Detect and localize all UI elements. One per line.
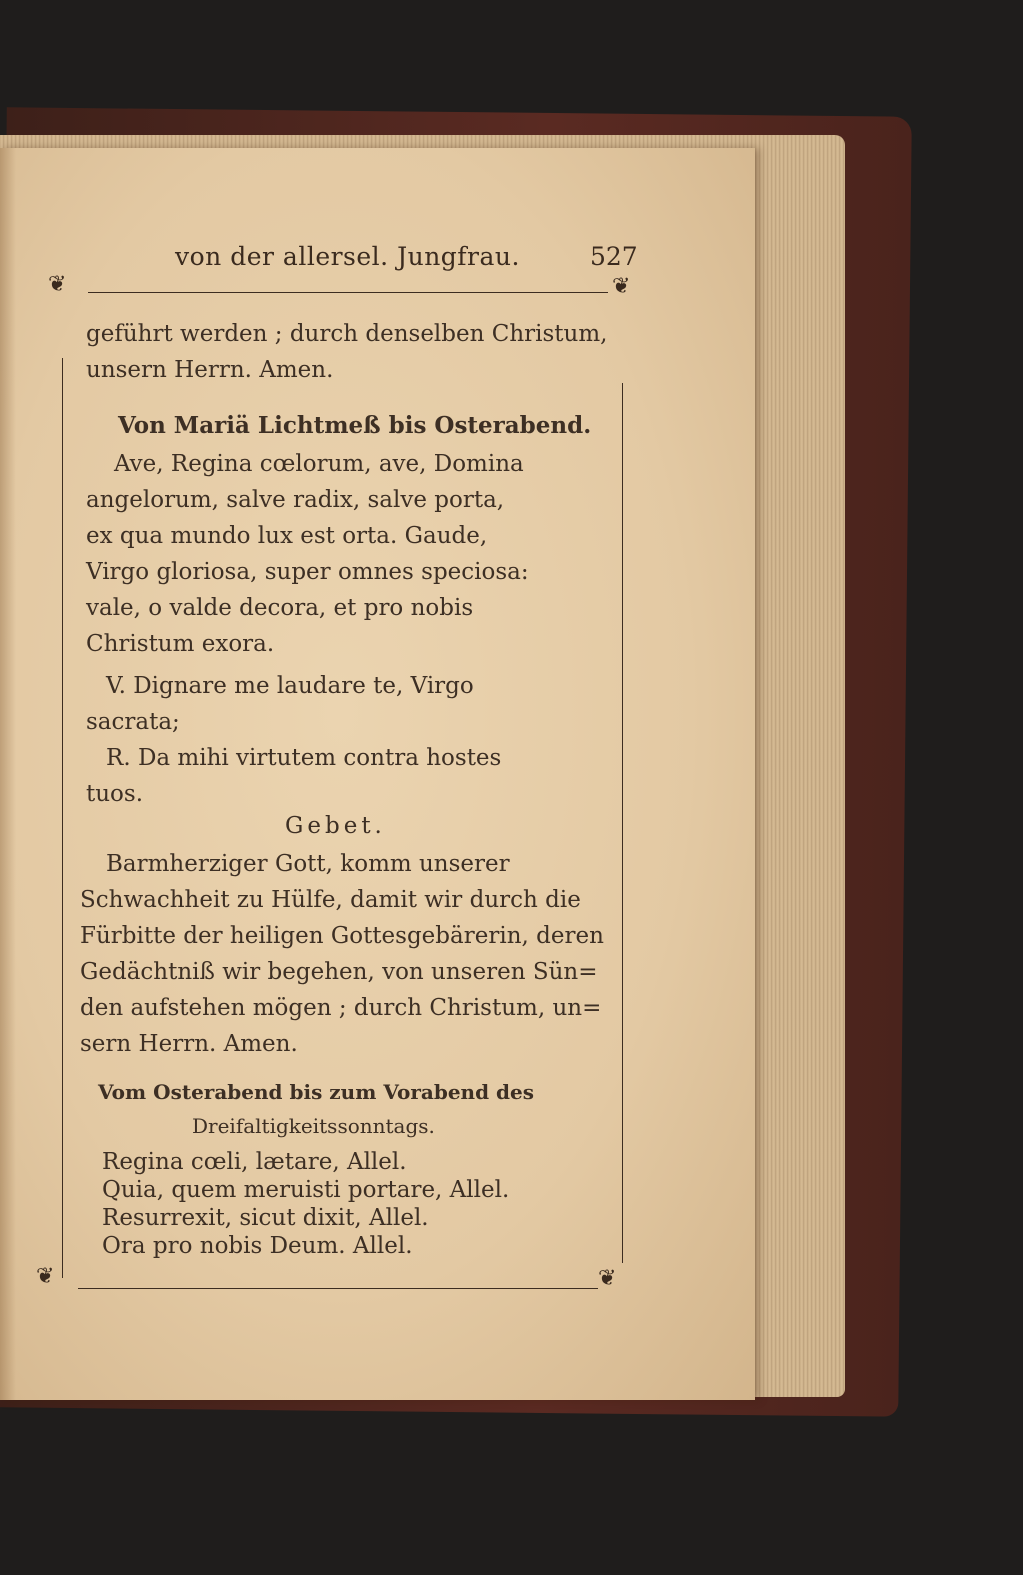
antiphon-line: Ora pro nobis Deum. Allel. [102,1233,413,1259]
section-heading: Dreifaltigkeitssonntags. [192,1114,435,1138]
prayer-line: Schwachheit zu Hülfe, damit wir durch die [80,887,581,913]
running-head: von der allersel. Jungfrau. [175,242,520,271]
response-line: tuos. [86,781,144,807]
text-line: vale, o valde decora, et pro nobis [86,595,474,621]
section-heading: Von Mariä Lichtmeß bis Osterabend. [118,412,592,439]
prayer-line: sern Herrn. Amen. [80,1031,298,1057]
text-line: Ave, Regina cœlorum, ave, Domina [114,451,524,477]
prayer-line: Barmherziger Gott, komm unserer [106,851,510,877]
frame-right [622,383,623,1263]
corner-ornament-bottom-right: ❦ [598,1266,617,1291]
text-line: unsern Herrn. Amen. [86,357,334,383]
bottom-ornamental-rule [78,1288,598,1289]
page-number: 527 [590,242,638,271]
text-line: angelorum, salve radix, salve porta, [86,487,505,513]
page-header [0,242,755,282]
book-page [0,148,755,1400]
antiphon-line: Resurrexit, sicut dixit, Allel. [102,1205,429,1231]
frame-left [62,358,63,1278]
prayer-line: Fürbitte der heiligen Gottesgebärerin, deren [80,923,604,949]
corner-ornament-top-right: ❦ [612,274,631,299]
response-line: R. Da mihi virtutem contra hostes [106,745,502,771]
antiphon-line: Quia, quem meruisti portare, Allel. [102,1177,510,1203]
prayer-line: Gedächtniß wir begehen, von unseren Sün= [80,959,598,985]
antiphon-line: Regina cœli, lætare, Allel. [102,1149,407,1175]
versicle-line: V. Dignare me laudare te, Virgo [106,673,474,699]
page-gutter [0,148,16,1400]
text-line: geführt werden ; durch denselben Christum, [86,321,608,347]
prayer-line: den aufstehen mögen ; durch Christum, un= [80,995,602,1021]
corner-ornament-top-left: ❦ [48,272,67,297]
text-line: Virgo gloriosa, super omnes speciosa: [86,559,529,585]
top-ornamental-rule [88,292,608,293]
prayer-heading: Gebet. [285,813,386,839]
corner-ornament-bottom-left: ❦ [36,1264,55,1289]
versicle-line: sacrata; [86,709,180,735]
section-heading: Vom Osterabend bis zum Vorabend des [98,1080,534,1104]
text-line: Christum exora. [86,631,275,657]
text-line: ex qua mundo lux est orta. Gaude, [86,523,488,549]
